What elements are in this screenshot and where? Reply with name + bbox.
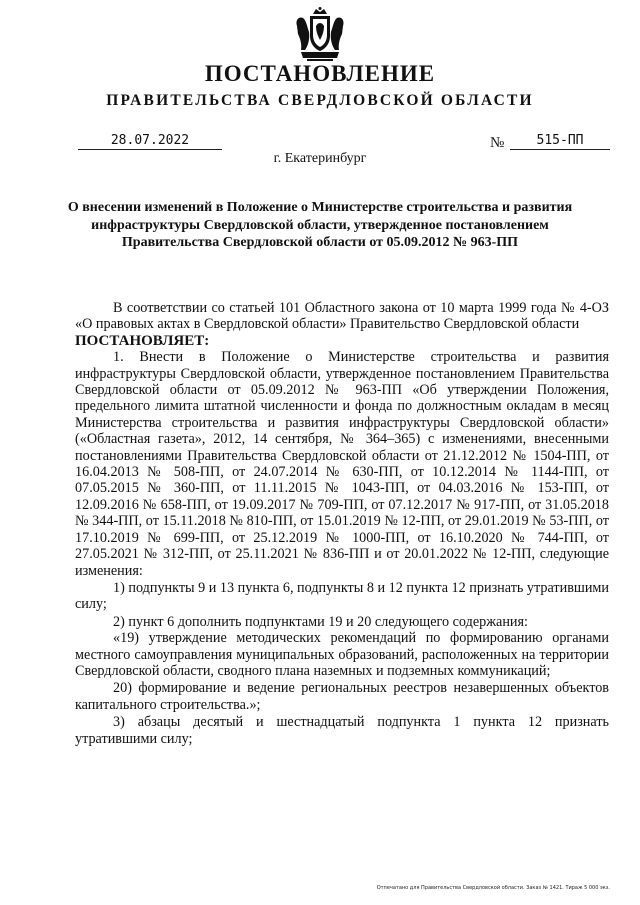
preamble-paragraph: В соответствии со статьей 101 Областного закона от 10 марта 1999 года № 4-ОЗ «О правовых актах в Свердловской области» Правительство Свердловской области [75,300,609,333]
coat-of-arms-icon [293,6,347,64]
document-city: г. Екатеринбург [273,151,367,166]
document-heading: О внесении изменений в Положение о Министерстве строительства и развития инфраструктуры Свердловской области, утвержденное постановлением Правительства Свердловской области от 05.09.2012 № 963-ПП [67,200,573,250]
print-footer-note: Отпечатано для Правительства Свердловской области. Заказ № 1421. Тираж 5 000 экз. [376,885,610,891]
document-body [75,300,609,747]
subitem-2-quote-19: «19) утверждение методических рекомендаций по формированию органами местного самоуправления муниципальных образований, расположенных на территории Свердловской области, сводного плана наземных и подземных коммуникаций; [75,630,609,679]
document-title: ПОСТАНОВЛЕНИЕ [204,61,436,86]
document-issuer: ПРАВИТЕЛЬСТВА СВЕРДЛОВСКОЙ ОБЛАСТИ [106,92,534,109]
document-date: 28.07.2022 [78,133,222,150]
decree-word: ПОСТАНОВЛЯЕТ: [75,332,210,349]
number-label: № [490,135,505,151]
subitem-3-paragraph: 3) абзацы десятый и шестнадцатый подпункта 1 пункта 12 признать утратившими силу; [75,714,609,747]
subitem-2-paragraph: 2) пункт 6 дополнить подпунктами 19 и 20 следующего содержания: [113,613,528,630]
item-1-paragraph: 1. Внести в Положение о Министерстве строительства и развития инфраструктуры Свердловской области, утвержденное постановлением Правительства Свердловской области от 05.09.2012 № 963-ПП «Об утверждении Положения, предельного лимита штатной численности и фонда по должностным окладам в месяц Министерства строительства и развития инфраструктуры Свердловской области» («Областная газета», 2012, 14 сентября, № 364–365) с изменениями, внесенными постановлениями Правительства Свердловской области от 21.12.2012 № 1504-ПП, от 16.04.2013 № 508-ПП, от 24.07.2014 № 630-ПП, от 10.12.2014 № 1144-ПП, от 07.05.2015 № 360-ПП, от 11.11.2015 № 1043-ПП, от 04.03.2016 № 153-ПП, от 12.09.2016 № 658-ПП, от 19.09.2017 № 709-ПП, от 07.12.2017 № 917-ПП, от 31.05.2018 № 344-ПП, от 15.11.2018 № 810-ПП, от 15.01.2019 № 12-ПП, от 29.01.2019 № 53-ПП, от 17.10.2019 № 699-ПП, от 25.12.2019 № 1000-ПП, от 16.10.2020 № 744-ПП, от 27.05.2021 № 312-ПП, от 25.11.2021 № 836-ПП и от 20.01.2022 № 12-ПП, следующие изменения: [75,349,609,579]
document-number: 515-ПП [510,133,610,150]
subitem-1-paragraph: 1) подпункты 9 и 13 пункта 6, подпункты 8 и 12 пункта 12 признать утратившими силу; [75,579,609,613]
subitem-2-quote-20: 20) формирование и ведение региональных реестров незавершенных объектов капитального строительства.»; [75,680,609,713]
